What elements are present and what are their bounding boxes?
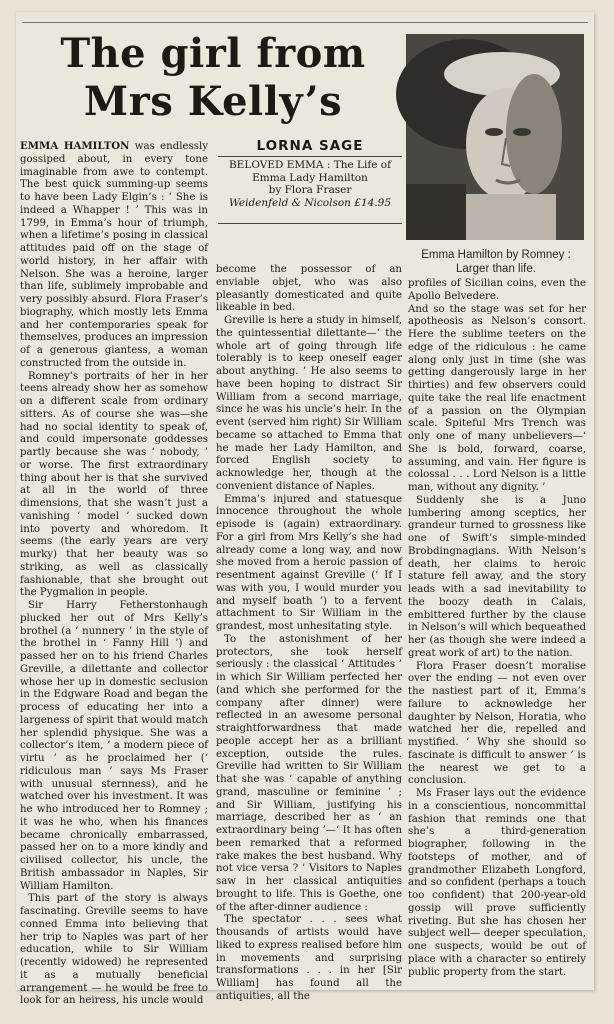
paragraph: Ms Fraser lays out the evidence in a conscientious, noncommittal fashion that reminds one that she’s a third-generation biographer, following in the footsteps of mother, and of grandmother Elizabeth Longford, and so confident (perhaps a touch too confident) that 200-year-old gossip will prove sufficiently riveting. But she has chosen her subject well— deeper speculation, one suspects, would be out of place with a character so entirely public property from the start. — [408, 788, 586, 978]
review-publisher-price: Weidenfeld & Nicolson £14.95 — [228, 196, 392, 209]
paragraph: Greville is here a study in himself, the quintessential dilettante—‘ the whole art of going through life tolerably is to keep oneself eager about anything. ’ He also seems to have been hoping to distract Sir William from a second marriage, since he was his uncle’s heir. In the event (served him right) Sir William became so attached to Emma that he made her Lady Hamilton, and forced English society to acknowledge her, though at the convenient distance of Naples. — [216, 315, 402, 492]
paragraph: Suddenly she is a Juno lumbering among sceptics, her grandeur turned to grossness like one of Swift’s simple-minded Brobdingnagians. With Nelson’s death, her claims to heroic stature fell away, and the story leads with a sad inevitability to the boozy death in Calais, embittered further by the clause in Nelson’s will which bequeathed her (as though she were indeed a great work of art) to the nation. — [408, 494, 586, 659]
paragraph-text: was endlessly gossiped about, in every tone imaginable from awe to contempt. The best quick summing-up seems to have been Lady Elgin’s : ‘ She is indeed a Whapper ! ’ This was in 1799, in Emma’s hour of triumph, when a lifetime’s posing in classical attitudes paid off on the stage of world history, in her affair with Nelson. She was a heroine, larger than life, sublimely improbable and very possibly absurd. Flora Fraser’s biography, which mostly lets Emma and her contemporaries speak for themselves, produces an impression of a generous giantess, a woman constructed from the outside in. — [20, 141, 208, 369]
byline: LORNA SAGE — [256, 138, 364, 154]
headline-line-2: Mrs Kelly’s — [83, 78, 343, 125]
paragraph: This part of the story is always fascinating. Greville seems to have conned Emma into believing that her trip to Naples was part of her education, while to Sir William (recently widowed) he represented it as a mutually beneficial arrangement — he would be free to look for an heiress, his uncle would — [20, 893, 208, 1007]
review-book-title: BELOVED EMMA : The Life of Emma Lady Hamilton — [228, 159, 392, 184]
paragraph: Sir Harry Fetherstonhaugh plucked her out of Mrs Kelly’s brothel (a ‘ nunnery ’ in the style of the brothel in ‘ Fanny Hill ’) and passed her on to his friend Charles Greville, a dilettante and collector whose her up in domestic seclusion in the Edgware Road and began the process of educating her into a largeness of spirit that would match her splendid physique. She was a collector’s item, ‘ a modern piece of virtu ’ as he proclaimed her (‘ ridiculous man ’ says Ms Fraser with unusual sternness), and he watched over his investment. It was he who introduced her to Romney ; it was he who, when his finances became chronically embarrassed, passed her on to a more kindly and civilised collector, his uncle, the British ambassador in Naples, Sir William Hamilton. — [20, 600, 208, 892]
paragraph: And so the stage was set for her apotheosis as Nelson’s consort. Here the sublime teeters on the edge of the ridiculous : he came along only just in time (she was getting dangerously large in her thirties) and few observers could quite take the real life enactment of a passion on the Olympian scale. Spiteful Mrs Trench was only one of many unbelievers—‘ She is bold, forward, coarse, assuming, and vain. Her figure is colossal . . . Lord Nelson is a little man, without any dignity. ’ — [408, 303, 586, 493]
column-1 — [20, 140, 208, 1008]
photo-caption-line-2: Larger than life. — [456, 263, 536, 275]
paragraph: profiles of Sicilian coins, even the Apollo Belvedere. — [408, 278, 586, 302]
headline — [20, 30, 406, 126]
column-3 — [408, 278, 586, 979]
portrait-photo — [406, 34, 584, 240]
paragraph: To the astonishment of her protectors, she took herself seriously : the classical ‘ Attitudes ’ in which Sir William perfected her (and which she performed for the company after dinner) were reflected in an awesome personal straightforwardness that made people accept her as a brilliant exception, outside the rules. Greville had written to Sir William that she was ‘ capable of anything grand, masculine or feminine ’ ; and Sir William, justifying his marriage, described her as ‘ an extraordinary being ’—‘ It has often been remarked that a reformed rake makes the best husband. Why not vice versa ? ’ Visitors to Naples saw in her classical antiquities brought to life. This is Goethe, one of the after-dinner audience : — [216, 633, 402, 913]
paragraph: Flora Fraser doesn’t moralise over the ending — not even over the nastiest part of it, Emma’s failure to acknowledge her daughter by Nelson, Horatia, who watched her die, repelled and mystified. ‘ Why she should so fascinate is difficult to answer ’ is the nearest we get to a conclusion. — [408, 660, 586, 787]
paragraph: become the possessor of an enviable objet, who was also pleasantly domesticated and quite likeable in bed. — [216, 264, 402, 314]
newspaper-clipping — [16, 12, 594, 1007]
opening-name: EMMA HAMILTON — [20, 140, 130, 152]
review-book-author: by Flora Fraser — [268, 184, 352, 196]
photo-caption-line-1: Emma Hamilton by Romney : — [421, 249, 571, 261]
paragraph — [20, 140, 208, 371]
paragraph: Romney’s portraits of her in her teens already show her as somehow on a different scale from ordinary sitters. As of course she was—she had no social identity to speak of, and could impersonate goddesses partly because she was ‘ nobody, ’ or worse. The first extraordinary thing about her is that she survived at all in the world of three dimensions, that she wasn’t just a vanishing ‘ model ’ sucked down into poverty and whoredom. It seems (the early years are very murky) that her beauty was so striking, as well as classically fashionable, that she brought out the Pygmalion in people. — [20, 370, 208, 599]
headline-line-1: The girl from — [60, 30, 366, 77]
quotation: The spectator . . . sees what thousands of artists would have liked to express realised before him in movements and surprising transformations . . . in her [Sir William] has found all the antiquities, all the — [216, 914, 402, 1002]
paragraph: Emma’s injured and statuesque innocence throughout the whole episode is (again) extraordinary. For a girl from Mrs Kelly’s she had already come a long way, and now she moved from a heroic passion of resentment against Greville (‘ If I was with you, I would murder you and myself boath ’) to a fervent attachment to Sir William in the grandest, most unhesitating style. — [216, 493, 402, 632]
review-details — [218, 156, 402, 224]
photo-caption — [408, 248, 584, 276]
portrait-image — [406, 34, 584, 240]
column-2 — [216, 264, 402, 1004]
top-rule — [22, 22, 588, 23]
